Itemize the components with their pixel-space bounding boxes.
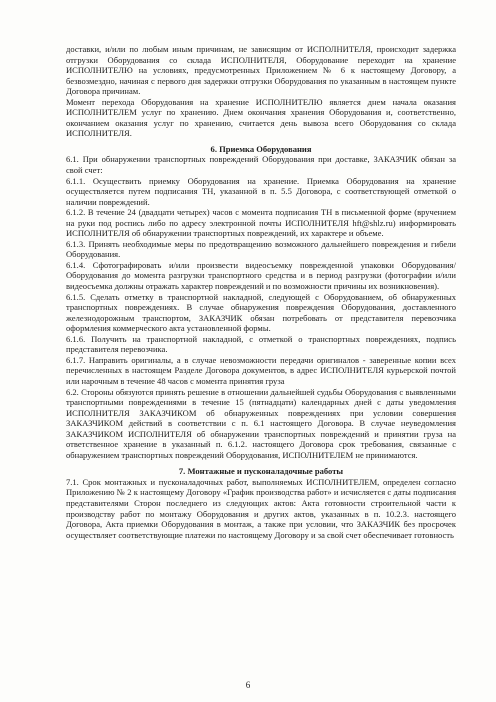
paragraph-intro-1: доставки, и/или по любым иным причинам, не зависящим от ИСПОЛНИТЕЛЯ, происходит задержка отгрузки Оборудования со склада ИСПОЛНИТЕЛЯ, Оборудование переходит на хранение ИСПОЛНИТЕЛЮ на условиях, предусмотренных Приложением № 6 к настоящему Договору, а безвозмездно, начиная с первого дня задержки отгрузки Оборудования по указанным в настоящем пункте Договора причинам.: [66, 44, 456, 97]
section-7-title: 7. Монтажные и пусконаладочные работы: [178, 466, 344, 477]
paragraph-6-1-6: 6.1.6. Получить на транспортной накладной, с отметкой о транспортных повреждениях, подпись представителя перевозчика.: [66, 333, 456, 355]
page-number: 6: [245, 680, 251, 690]
paragraph-6-1-7: 6.1.7. Направить оригиналы, а в случае невозможности передачи оригиналов - заверенные копии всех перечисленных в настоящем Разделе Договора документов, в адрес ИСПОЛНИТЕЛЯ курьерской почтой или нарочным в течение 48 часов с момента принятия груза: [66, 354, 456, 386]
paragraph-6-1-3: 6.1.3. Принять необходимые меры по предотвращению возможного дальнейшего повреждения и гибели Оборудования.: [66, 238, 456, 260]
paragraph-6-1-2: 6.1.2. В течение 24 (двадцати четырех) часов с момента подписания ТН в письменной форме (вручением на руки под роспись либо по адресу электронной почты ИСПОЛНИТЕЛЯ hft@shlz.ru) информировать ИСПОЛНИТЕЛЯ об обнаружении транспортных повреждений, их характере и объеме.: [66, 207, 456, 239]
section-7: [66, 466, 456, 540]
paragraph-7-1: 7.1. Срок монтажных и пусконаладочных работ, выполняемых ИСПОЛНИТЕЛЕМ, определен согласно Приложению № 2 к настоящему Договору «График производства работ» и исчисляется с даты подписания представителями Сторон последнего из следующих актов: Акта готовности строительной части к производству работ по монтажу Оборудования и других актов, указанных в п. 10.2.3. настоящего Договора, Акта приемки Оборудования в монтаж, а также при условии, что ЗАКАЗЧИК без просрочек осуществляет соответствующие платежи по настоящему Договору и за свой счет обеспечивает готовность: [66, 476, 456, 540]
paragraph-6-1-1: 6.1.1. Осуществить приемку Оборудования на хранение. Приемка Оборудования на хранение осуществляется путем подписания ТН, указанной в п. 5.5 Договора, с соответствующей отметкой о наличии повреждений.: [66, 175, 456, 207]
section-6: [66, 144, 456, 460]
paragraph-6-1-5: 6.1.5. Сделать отметку в транспортной накладной, следующей с Оборудованием, об обнаруженных транспортных повреждениях. В случае обнаружения повреждения Оборудования, доставленного железнодорожным транспортом, ЗАКАЗЧИК обязан потребовать от представителя перевозчика оформления коммерческого акта установленной формы.: [66, 291, 456, 334]
paragraph-6-1: 6.1. При обнаружении транспортных повреждений Оборудования при доставке, ЗАКАЗЧИК обязан за свой счет:: [66, 154, 456, 176]
paragraph-intro-2: Момент перехода Оборудования на хранение ИСПОЛНИТЕЛЮ является днем начала оказания ИСПОЛНИТЕЛЕМ услуг по хранению. Днем окончания хранения Оборудования и, соответственно, окончанием оказания услуг по хранению, считается день вывоза всего Оборудования со склада ИСПОЛНИТЕЛЯ.: [66, 96, 456, 139]
intro-block: [66, 44, 456, 139]
section-6-title: 6. Приемка Оборудования: [210, 143, 312, 154]
paragraph-6-2: 6.2. Стороны обязуются принять решение в отношении дальнейшей судьбы Оборудования с выявленными транспортными повреждениями в течение 15 (пятнадцати) календарных дней с даты уведомления ИСПОЛНИТЕЛЯ ЗАКАЗЧИКОМ об обнаруженных повреждениях при условии совершения ЗАКАЗЧИКОМ действий в соответствии с п. 6.1 настоящего Договора. В случае неуведомления ЗАКАЗЧИКОМ ИСПОЛНИТЕЛЯ об обнаружении транспортных повреждений и принятии груза на ответственное хранение в указанный п. 6.1.2. настоящего Договора срок требования, связанные с обнаружением транспортных повреждений Оборудования, ИСПОЛНИТЕЛЕМ не принимаются.: [66, 386, 456, 460]
paragraph-6-1-4: 6.1.4. Сфотографировать и/или произвести видеосъемку поврежденной упаковки Оборудования/Оборудования до момента разгрузки транспортного средства и в период разгрузки (фотографии и/или видеосъемка должны отражать характер повреждений и по возможности причины их возникновения).: [66, 259, 456, 292]
